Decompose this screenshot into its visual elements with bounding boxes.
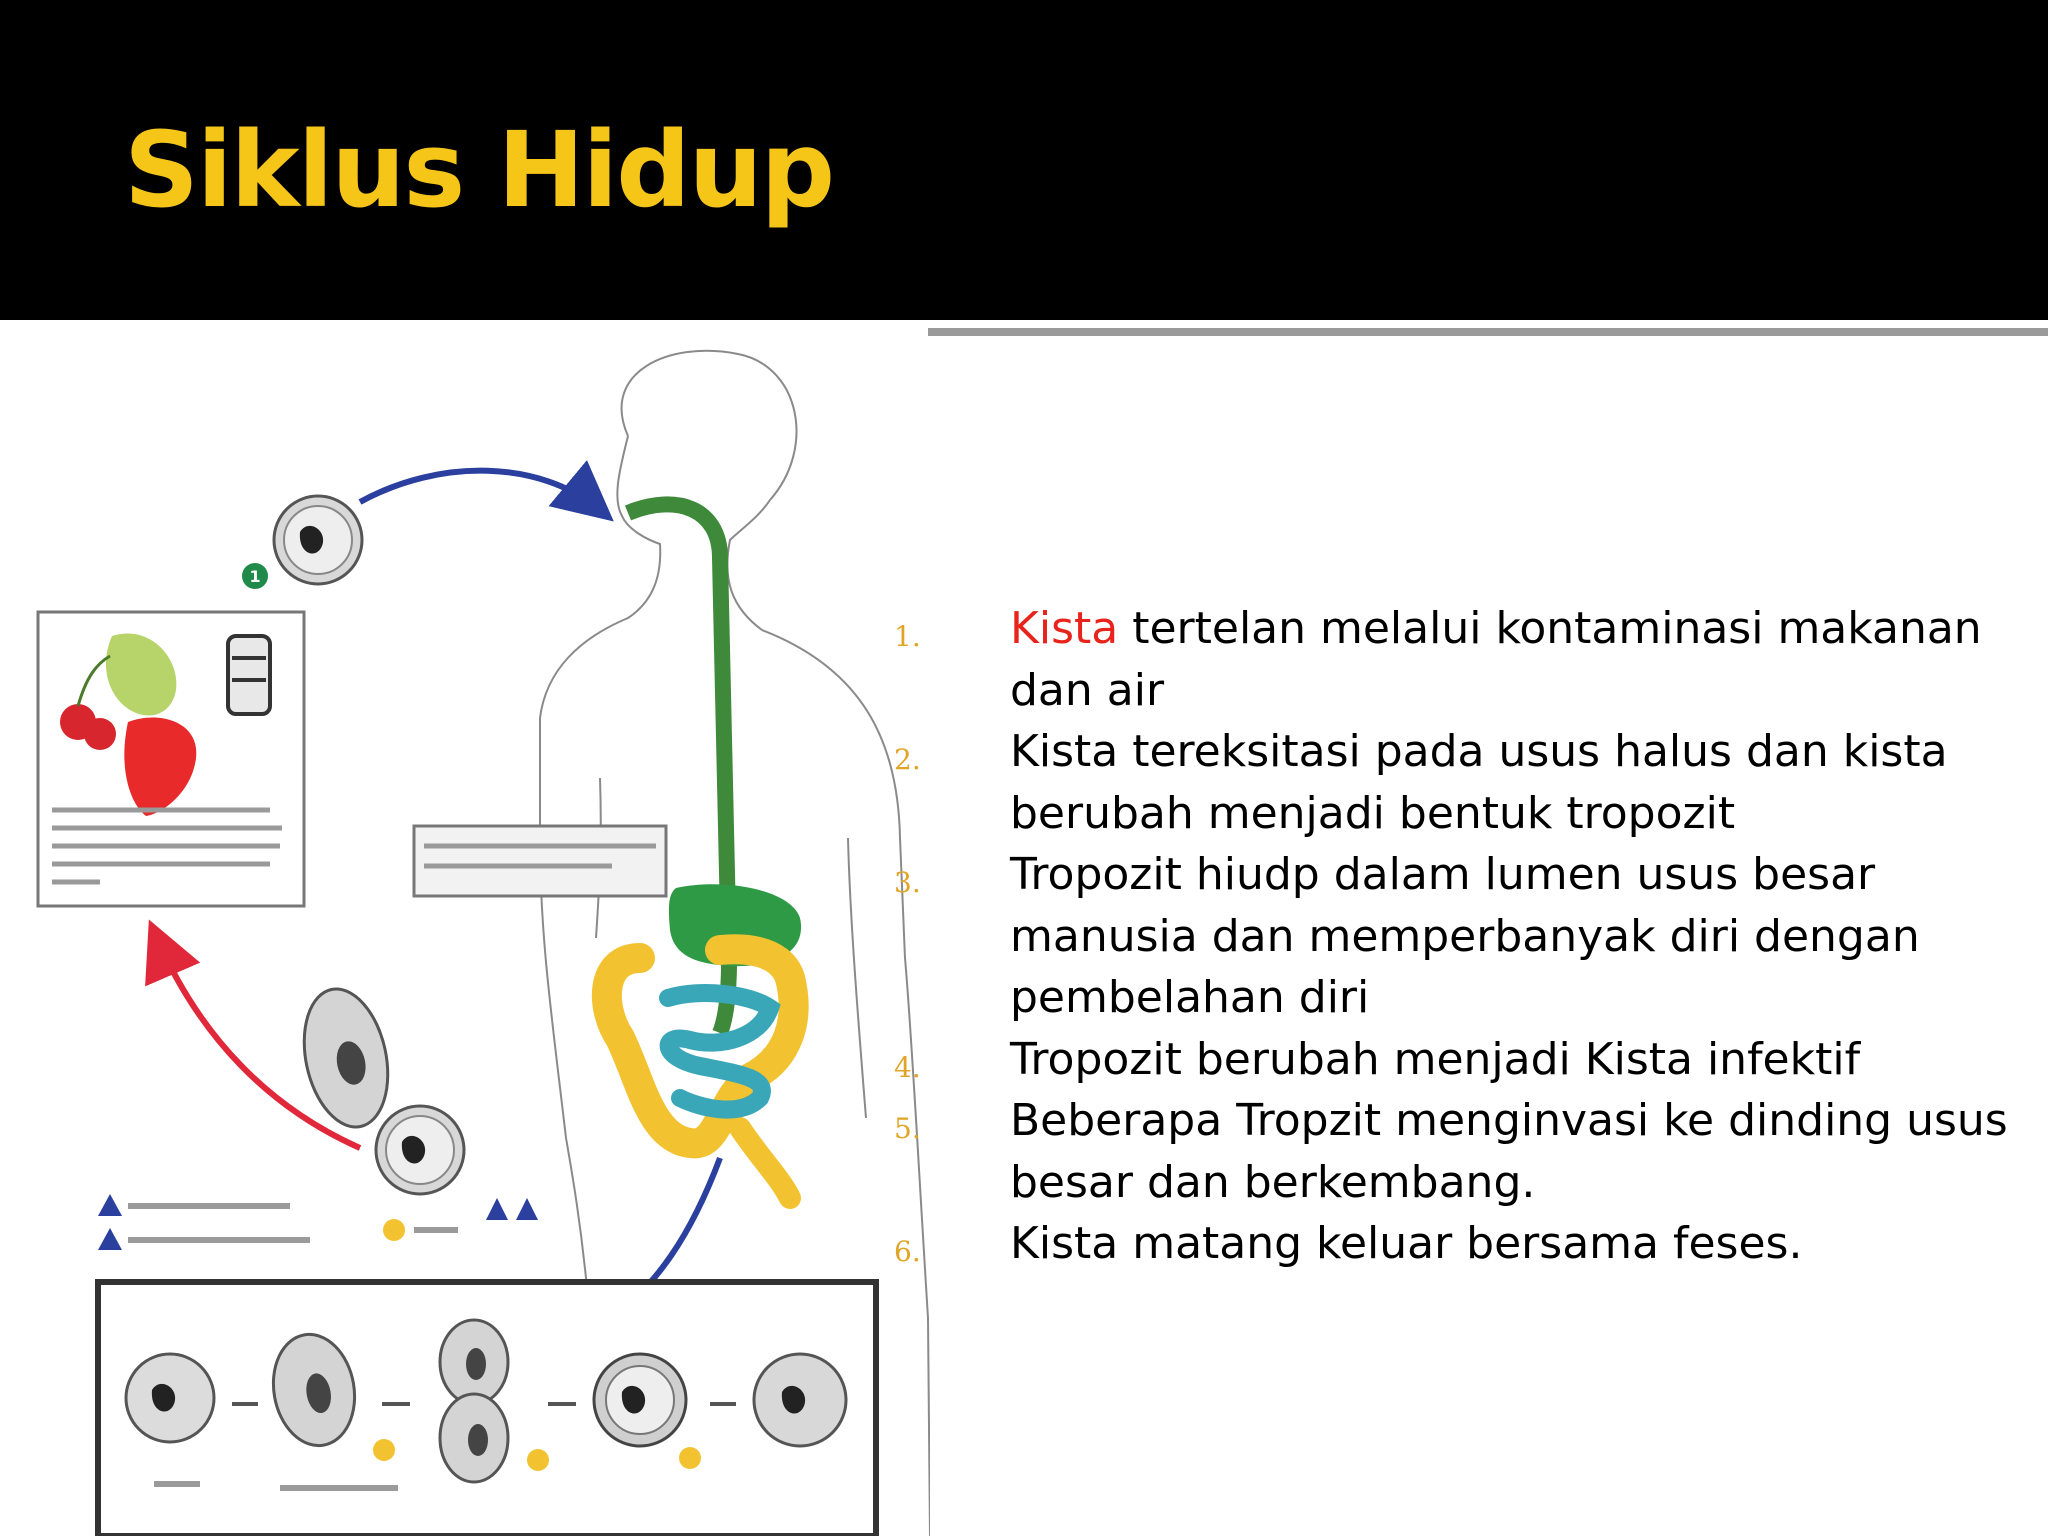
step-text: Beberapa Tropzit menginvasi ke dinding usus besar dan berkembang. [1010, 1095, 2008, 1208]
trophozoite-icon [292, 981, 399, 1135]
water-glass-icon [228, 636, 270, 714]
invasion-note-box [414, 826, 666, 896]
cyst-icon [274, 496, 362, 584]
step-text: Tropozit hiudp dalam lumen usus besar manusia dan memperbanyak diri dengan pembelahan diri [1010, 849, 1920, 1023]
life-cycle-diagram [0, 318, 930, 1536]
step-highlight: Kista [1010, 603, 1119, 654]
cyst-legend-marker [383, 1219, 458, 1241]
step-number: 4. [894, 1050, 921, 1084]
step-item-5 [890, 1090, 2030, 1213]
infective-diagnostic-markers [486, 1198, 538, 1220]
life-cycle-steps-list [890, 598, 2030, 1275]
arrow-ingestion [360, 471, 600, 510]
step-item-4 [890, 1029, 2030, 1091]
mature-cyst-icon [754, 1354, 846, 1446]
infective-stage-triangle-icon [98, 1194, 122, 1216]
step-text: Kista tereksitasi pada usus halus dan kista berubah menjadi bentuk tropozit [1010, 726, 1948, 839]
step-item-3 [890, 844, 2030, 1029]
step-1-label: 1 [249, 567, 261, 586]
cyst-stage-icon [126, 1354, 214, 1442]
step-item-2 [890, 721, 2030, 844]
step-number: 5. [894, 1112, 921, 1145]
step-item-6 [890, 1213, 2030, 1275]
slide-title: Siklus Hidup [124, 109, 834, 231]
step-text: Kista matang keluar bersama feses. [1010, 1218, 1803, 1269]
stages-box [98, 1282, 876, 1536]
immature-cyst-icon [594, 1354, 686, 1446]
step-text: Tropozit berubah menjadi Kista infektif [1010, 1033, 1861, 1085]
food-water-contamination-box [38, 612, 304, 906]
step-1-marker [242, 563, 268, 589]
step-number: 2. [894, 743, 921, 776]
cyst-icon [376, 1106, 464, 1194]
step-number: 6. [894, 1235, 921, 1268]
title-divider [928, 328, 2048, 336]
step-item-1 [890, 598, 2030, 721]
title-bar [0, 0, 2048, 320]
stage-legend [98, 1194, 310, 1250]
step-number: 3. [894, 866, 921, 899]
step-text: tertelan melalui kontaminasi makanan dan air [1010, 603, 1982, 716]
step-number: 1. [894, 620, 921, 653]
diagnostic-stage-triangle-icon [98, 1228, 122, 1250]
